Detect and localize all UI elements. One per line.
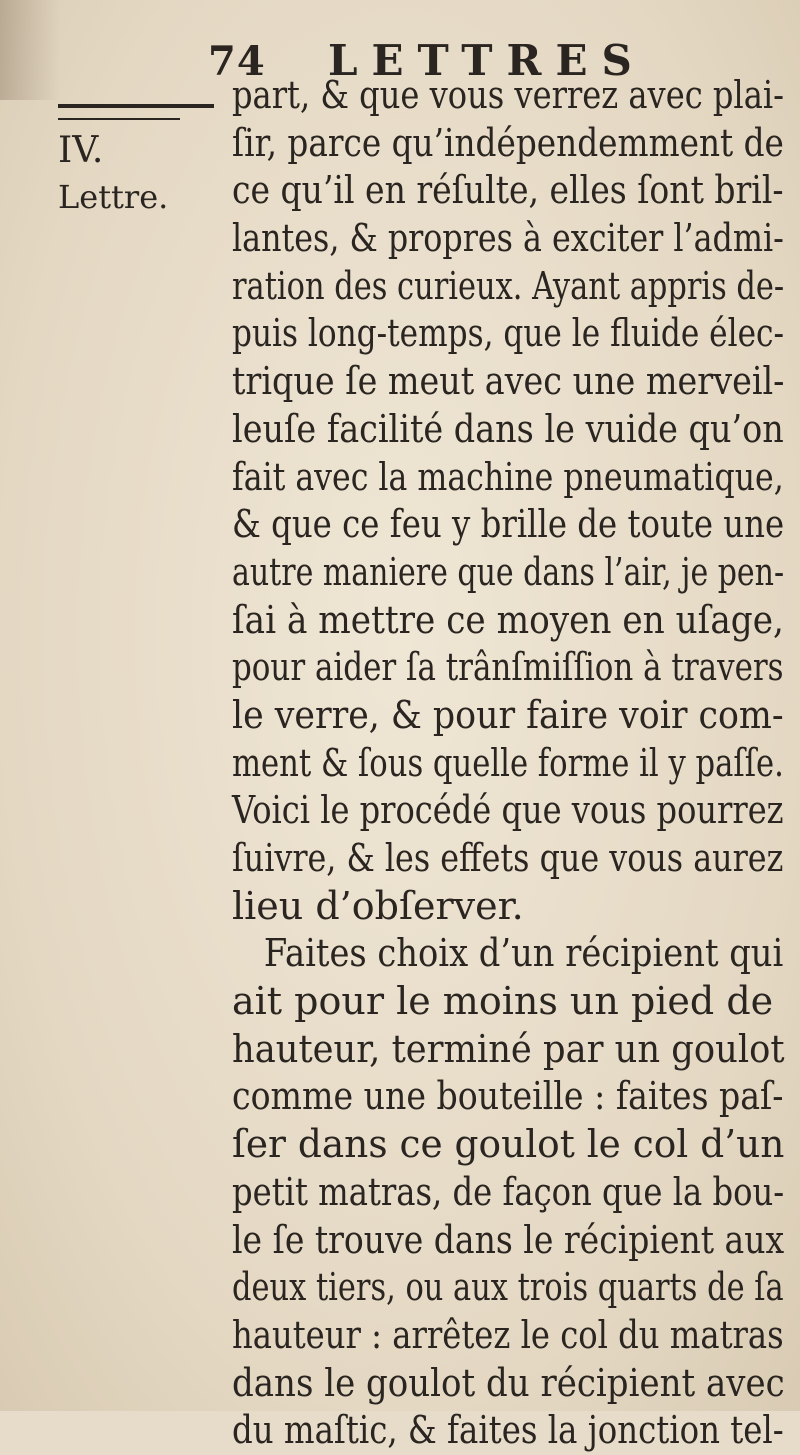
- text-line: le ſe trouve dans le récipient aux: [232, 1217, 785, 1262]
- paragraph-2: [232, 930, 784, 1455]
- text-line: Faites choix d’un récipient qui: [263, 931, 784, 976]
- text-line: & que ce feu y brille de toute une: [232, 502, 785, 547]
- paragraph-1: [232, 72, 784, 930]
- body-text: [232, 72, 784, 1455]
- text-line: ſir, parce qu’indépendemment de: [232, 120, 784, 165]
- text-line: ment & ſous quelle forme il y paſſe.: [232, 740, 784, 785]
- text-line: lantes, & propres à exciter l’admi-: [232, 216, 784, 261]
- page-number: 74: [208, 38, 266, 85]
- text-line: lieu d’obſerver.: [232, 883, 524, 928]
- margin-note-label: Lettre.: [58, 178, 169, 216]
- text-line: ſer dans ce goulot le col d’un: [232, 1122, 785, 1167]
- text-line: hauteur : arrêtez le col du matras: [232, 1312, 784, 1357]
- text-line: ration des curieux. Ayant appris de-: [232, 263, 785, 308]
- text-line: ſuivre, & les effets que vous aurez: [232, 836, 784, 880]
- text-line: dans le goulot du récipient avec: [232, 1360, 785, 1405]
- text-line: deux tiers, ou aux trois quarts de ſa: [232, 1265, 784, 1310]
- text-line: ſai à mettre ce moyen en uſage,: [232, 597, 784, 642]
- text-line: pour aider ſa trânſmiſſion à travers: [232, 645, 784, 690]
- text-line: autre maniere que dans l’air, je pen-: [232, 549, 785, 594]
- margin-rule-thin: [58, 118, 180, 120]
- page-header: [0, 18, 800, 85]
- text-line: puis long-temps, que le fluide élec-: [232, 311, 785, 356]
- text-line: ce qu’il en réſulte, elles ſont bril-: [232, 168, 784, 213]
- text-line: comme une bouteille : faites paſ-: [232, 1074, 784, 1119]
- text-line: Voici le procédé que vous pourrez: [232, 788, 784, 833]
- text-line: fait avec la machine pneumatique,: [232, 454, 784, 499]
- text-line: leuſe facilité dans le vuide qu’on: [232, 406, 784, 451]
- running-head: LETTRES: [328, 36, 646, 85]
- text-line: part, & que vous verrez avec plai-: [232, 73, 784, 117]
- text-line: du maſtic, & faites la jonction tel-: [232, 1408, 784, 1453]
- text-line: le verre, & pour faire voir com-: [232, 692, 784, 737]
- margin-note-number: IV.: [58, 130, 104, 171]
- text-line: ait pour le moins un pied de: [232, 979, 774, 1024]
- text-line: hauteur, terminé par un goulot: [232, 1026, 785, 1071]
- margin-note: [58, 128, 208, 220]
- margin-rule: [58, 104, 214, 108]
- text-line: petit matras, de façon que la bou-: [232, 1169, 785, 1214]
- text-line: trique ſe meut avec une merveil-: [232, 359, 785, 404]
